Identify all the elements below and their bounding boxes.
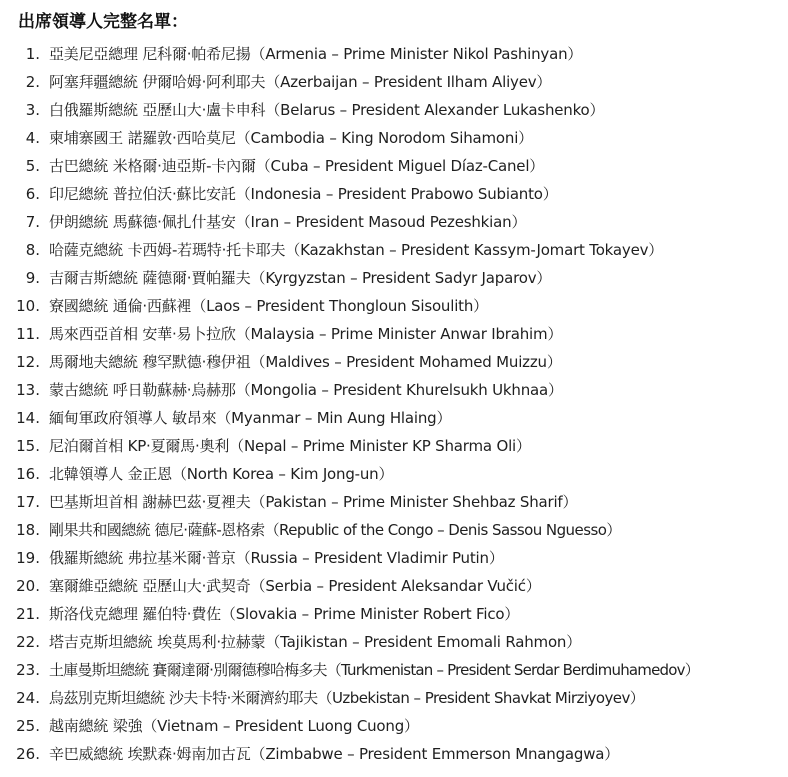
- item-text: 哈薩克總統 卡西姆-若瑪特·托卡耶夫（Kazakhstan – President Kassym-Jomart Tokayev）: [49, 241, 664, 259]
- item-text: 越南總統 梁強（Vietnam – President Luong Cuong）: [49, 717, 419, 735]
- list-item: [0, 348, 788, 376]
- list-item: [0, 572, 788, 600]
- item-number: 26.: [16, 745, 40, 763]
- item-text: 辛巴威總統 埃默森·姆南加古瓦（Zimbabwe – President Emmerson Mnangagwa）: [49, 745, 620, 763]
- item-number: 19.: [16, 549, 40, 567]
- list-item: [0, 656, 788, 684]
- item-text: 馬爾地夫總統 穆罕默德·穆伊祖（Maldives – President Mohamed Muizzu）: [49, 353, 562, 371]
- item-text: 亞美尼亞總理 尼科爾·帕希尼揚（Armenia – Prime Minister Nikol Pashinyan）: [49, 45, 583, 63]
- item-number: 24.: [16, 689, 40, 707]
- item-number: 6.: [25, 185, 40, 203]
- item-text: 寮國總統 通倫·西蘇裡（Laos – President Thongloun Sisoulith）: [49, 297, 488, 315]
- item-number: 21.: [16, 605, 40, 623]
- item-text: 緬甸軍政府領導人 敏昂來（Myanmar – Min Aung Hlaing）: [49, 409, 452, 427]
- item-text: 北韓領導人 金正恩（North Korea – Kim Jong-un）: [49, 465, 394, 483]
- list-item: [0, 684, 788, 712]
- list-item: [0, 740, 788, 768]
- item-text: 剛果共和國總統 德尼·薩蘇-恩格索（Republic of the Congo – Denis Sassou Nguesso）: [49, 521, 621, 539]
- item-text: 馬來西亞首相 安華·易卜拉欣（Malaysia – Prime Minister Anwar Ibrahim）: [49, 325, 563, 343]
- item-text: 烏茲別克斯坦總統 沙夫卡特·米爾濟約耶夫（Uzbekistan – President Shavkat Mirziyoyev）: [49, 689, 645, 707]
- list-item: [0, 432, 788, 460]
- item-number: 15.: [16, 437, 40, 455]
- item-text: 塔吉克斯坦總統 埃莫馬利·拉赫蒙（Tajikistan – President Emomali Rahmon）: [49, 633, 582, 651]
- item-number: 11.: [16, 325, 40, 343]
- item-text: 斯洛伐克總理 羅伯特·費佐（Slovakia – Prime Minister Robert Fico）: [49, 605, 520, 623]
- list-item: [0, 404, 788, 432]
- item-number: 4.: [25, 129, 40, 147]
- item-number: 3.: [25, 101, 40, 119]
- item-text: 古巴總統 米格爾·迪亞斯-卡內爾（Cuba – President Miguel Díaz-Canel）: [49, 157, 545, 175]
- item-text: 柬埔寨國王 諾羅敦·西哈莫尼（Cambodia – King Norodom Sihamoni）: [49, 129, 533, 147]
- item-number: 18.: [16, 521, 40, 539]
- item-text: 塞爾維亞總統 亞歷山大·武契奇（Serbia – President Aleksandar Vučić）: [49, 577, 541, 595]
- item-text: 白俄羅斯總統 亞歷山大·盧卡申科（Belarus – President Alexander Lukashenko）: [49, 101, 605, 119]
- list-item: [0, 236, 788, 264]
- item-text: 尼泊爾首相 KP·夏爾馬·奧利（Nepal – Prime Minister KP Sharma Oli）: [49, 437, 531, 455]
- list-item: [0, 376, 788, 404]
- item-number: 1.: [25, 45, 40, 63]
- list-item: [0, 600, 788, 628]
- list-item: [0, 180, 788, 208]
- list-item: [0, 628, 788, 656]
- list-item: [0, 208, 788, 236]
- leader-list: [0, 40, 788, 768]
- list-item: [0, 488, 788, 516]
- list-item: [0, 68, 788, 96]
- list-item: [0, 516, 788, 544]
- item-number: 25.: [16, 717, 40, 735]
- item-text: 伊朗總統 馬蘇德·佩扎什基安（Iran – President Masoud Pezeshkian）: [49, 213, 527, 231]
- item-number: 5.: [25, 157, 40, 175]
- item-number: 7.: [25, 213, 40, 231]
- item-number: 2.: [25, 73, 40, 91]
- item-text: 巴基斯坦首相 謝赫巴茲·夏裡夫（Pakistan – Prime Minister Shehbaz Sharif）: [49, 493, 578, 511]
- item-text: 阿塞拜疆總統 伊爾哈姆·阿利耶夫（Azerbaijan – President Ilham Aliyev）: [49, 73, 552, 91]
- item-number: 10.: [16, 297, 40, 315]
- list-item: [0, 96, 788, 124]
- item-number: 9.: [25, 269, 40, 287]
- item-number: 23.: [16, 661, 40, 679]
- item-number: 8.: [25, 241, 40, 259]
- item-number: 20.: [16, 577, 40, 595]
- list-item: [0, 124, 788, 152]
- item-text: 吉爾吉斯總統 薩德爾·賈帕羅夫（Kyrgyzstan – President Sadyr Japarov）: [49, 269, 552, 287]
- list-item: [0, 292, 788, 320]
- item-text: 土庫曼斯坦總統 賽爾達爾·別爾德穆哈梅多夫（Turkmenistan – President Serdar Berdimuhamedov）: [49, 661, 699, 679]
- list-item: [0, 320, 788, 348]
- list-item: [0, 544, 788, 572]
- list-item: [0, 40, 788, 68]
- item-number: 14.: [16, 409, 40, 427]
- item-text: 蒙古總統 呼日勒蘇赫·烏赫那（Mongolia – President Khurelsukh Ukhnaa）: [49, 381, 563, 399]
- item-text: 印尼總統 普拉伯沃·蘇比安託（Indonesia – President Prabowo Subianto）: [49, 185, 558, 203]
- list-item: [0, 152, 788, 180]
- list-item: [0, 712, 788, 740]
- list-heading: 出席領導人完整名單：: [18, 12, 188, 32]
- list-item: [0, 264, 788, 292]
- item-number: 16.: [16, 465, 40, 483]
- item-text: 俄羅斯總統 弗拉基米爾·普京（Russia – President Vladimir Putin）: [49, 549, 504, 567]
- item-number: 12.: [16, 353, 40, 371]
- item-number: 22.: [16, 633, 40, 651]
- item-number: 17.: [16, 493, 40, 511]
- item-number: 13.: [16, 381, 40, 399]
- list-item: [0, 460, 788, 488]
